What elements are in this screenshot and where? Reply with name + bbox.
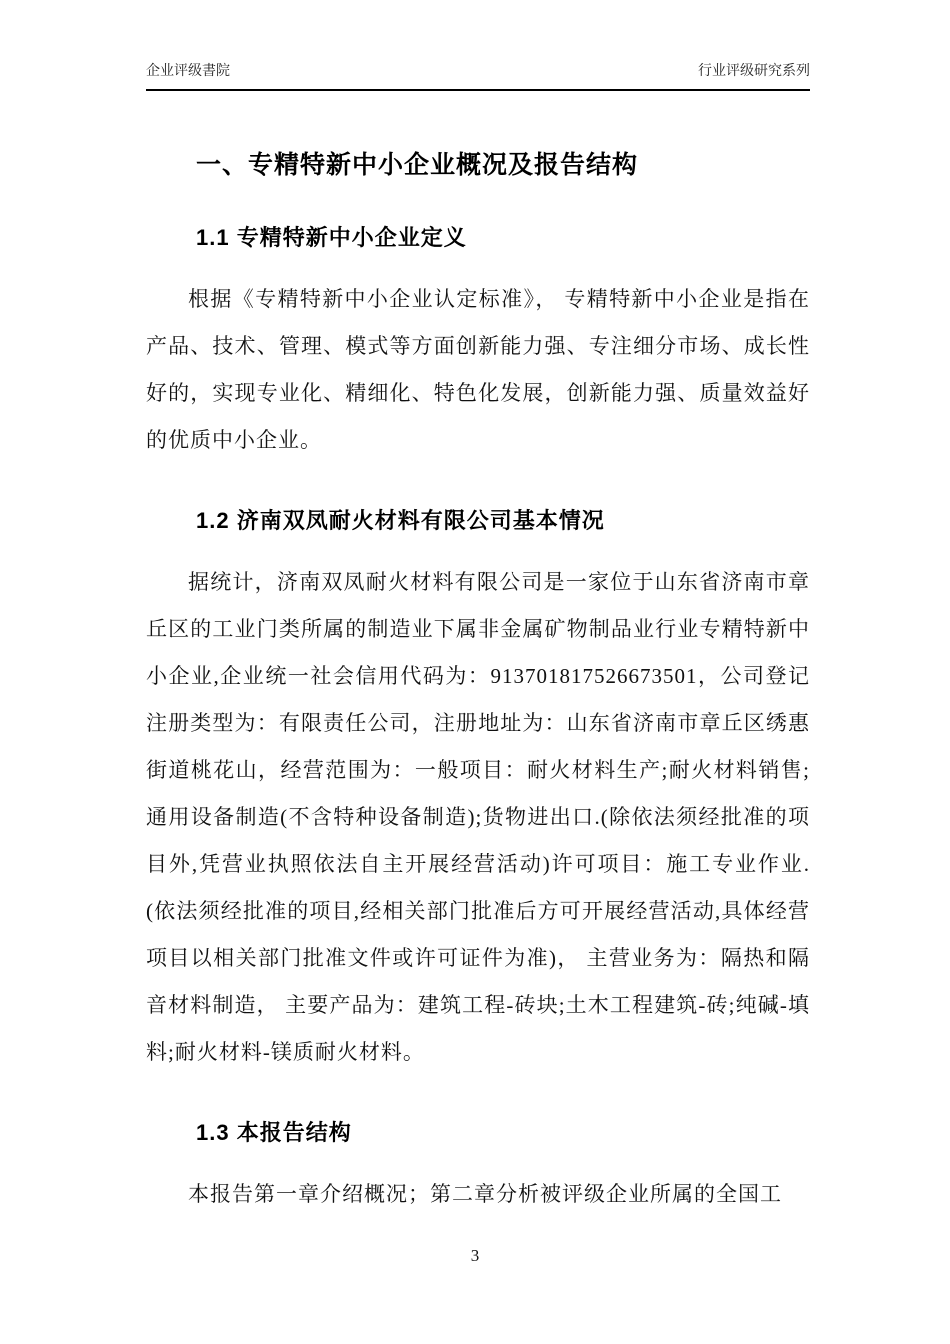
- section-1-3-paragraph: 本报告第一章介绍概况；第二章分析被评级企业所属的全国工: [188, 1182, 782, 1206]
- section-heading-1-2: 1.2 济南双凤耐火材料有限公司基本情况: [196, 508, 605, 533]
- section-1-1-paragraph: 根据《专精特新中小企业认定标准》， 专精特新中小企业是指在产品、技术、管理、模式等方面创新能力强、专注细分市场、成长性好的，实现专业化、精细化、特色化发展，创新能力强、质量效益好的优质中小企业。: [146, 287, 810, 452]
- section-heading-1-1: 1.1 专精特新中小企业定义: [196, 225, 467, 250]
- page-header: [146, 60, 810, 91]
- header-left-text: 企业评级書院: [146, 62, 230, 78]
- section-1-2-paragraph: 据统计，济南双凤耐火材料有限公司是一家位于山东省济南市章丘区的工业门类所属的制造业下属非金属矿物制品业行业专精特新中小企业,企业统一社会信用代码为：913701817526673501，公司登记注册类型为：有限责任公司，注册地址为：山东省济南市章丘区绣惠街道桃花山，经营范围为：一般项目：耐火材料生产;耐火材料销售;通用设备制造(不含特种设备制造);货物进出口.(除依法须经批准的项目外,凭营业执照依法自主开展经营活动)许可项目：施工专业作业.(依法须经批准的项目,经相关部门批准后方可开展经营活动,具体经营项目以相关部门批准文件或许可证件为准)， 主营业务为：隔热和隔音材料制造， 主要产品为：建筑工程-砖块;土木工程建筑-砖;纯碱-填料;耐火材料-镁质耐火材料。: [146, 570, 810, 1064]
- page-number: 3: [470, 1246, 480, 1265]
- header-right-text: 行业评级研究系列: [698, 62, 810, 78]
- chapter-heading: 一、专精特新中小企业概况及报告结构: [196, 151, 639, 179]
- section-heading-1-3: 1.3 本报告结构: [196, 1120, 352, 1145]
